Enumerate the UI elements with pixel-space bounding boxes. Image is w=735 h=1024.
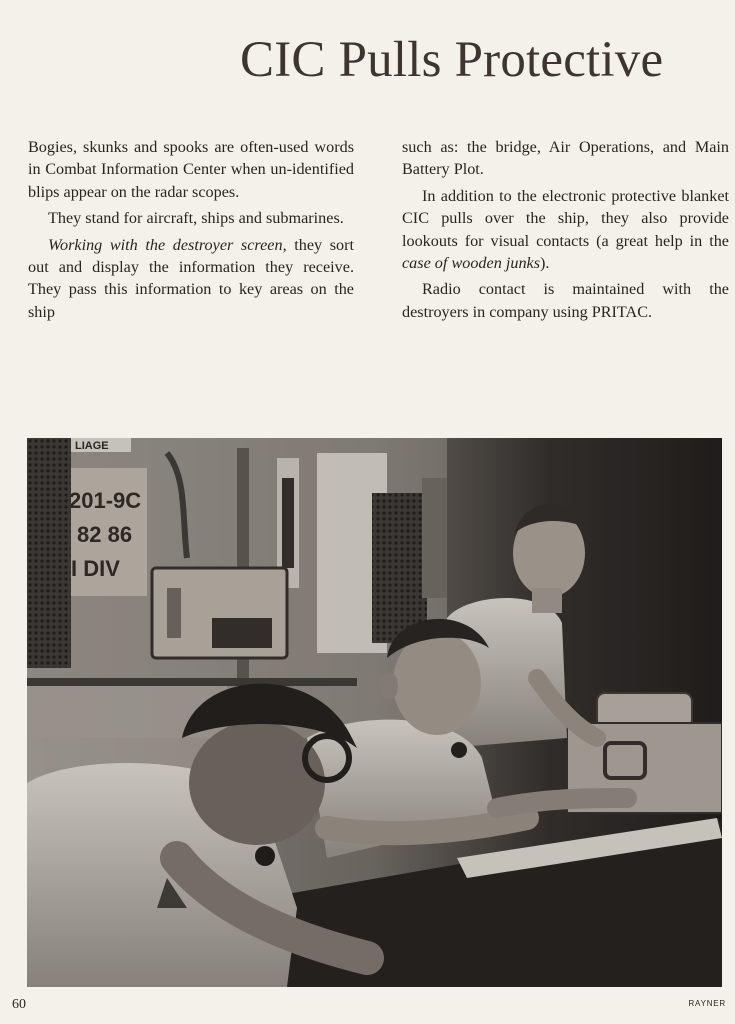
page-title: CIC Pulls Protective bbox=[240, 32, 664, 88]
right-paragraph-3: Radio contact is maintained with the destroyers in company using PRITAC. bbox=[402, 280, 729, 321]
right-paragraph-1: such as: the bridge, Air Operations, and Main Battery Plot. bbox=[402, 138, 729, 179]
sign-line-3: I DIV bbox=[71, 556, 120, 581]
right-paragraph-2-start: In addition to the electronic protective blanket CIC pulls over the ship, they also provide lookouts for visual contacts (a great help in the bbox=[402, 186, 729, 250]
sign-line-2: 82 86 bbox=[77, 522, 133, 547]
left-paragraph-3-rest: they sort out and display the information they receive. They pass this information to key areas on the ship bbox=[28, 235, 355, 321]
left-text-column bbox=[28, 136, 354, 327]
sign-line-1: 201-9C bbox=[69, 488, 142, 513]
left-paragraph-3 bbox=[28, 234, 354, 324]
right-text-column bbox=[402, 136, 729, 327]
left-paragraph-3-italic: Working with the destroyer screen, bbox=[48, 235, 287, 254]
right-paragraph-2-end: ). bbox=[540, 254, 550, 273]
photo-illustration bbox=[27, 438, 722, 987]
left-paragraph-1: Bogies, skunks and spooks are often-used words in Combat Information Center when un-identified blips appear on the radar scopes. bbox=[28, 138, 354, 201]
photo-credit: RAYNER bbox=[688, 999, 726, 1008]
right-paragraph-2 bbox=[402, 185, 729, 275]
cic-crew-photo bbox=[27, 438, 722, 987]
left-paragraph-2: They stand for aircraft, ships and submarines. bbox=[48, 209, 344, 228]
right-paragraph-2-italic: case of wooden junks bbox=[402, 254, 541, 273]
page-number: 60 bbox=[12, 997, 26, 1012]
photo-top-sign: LIAGE bbox=[75, 440, 109, 452]
